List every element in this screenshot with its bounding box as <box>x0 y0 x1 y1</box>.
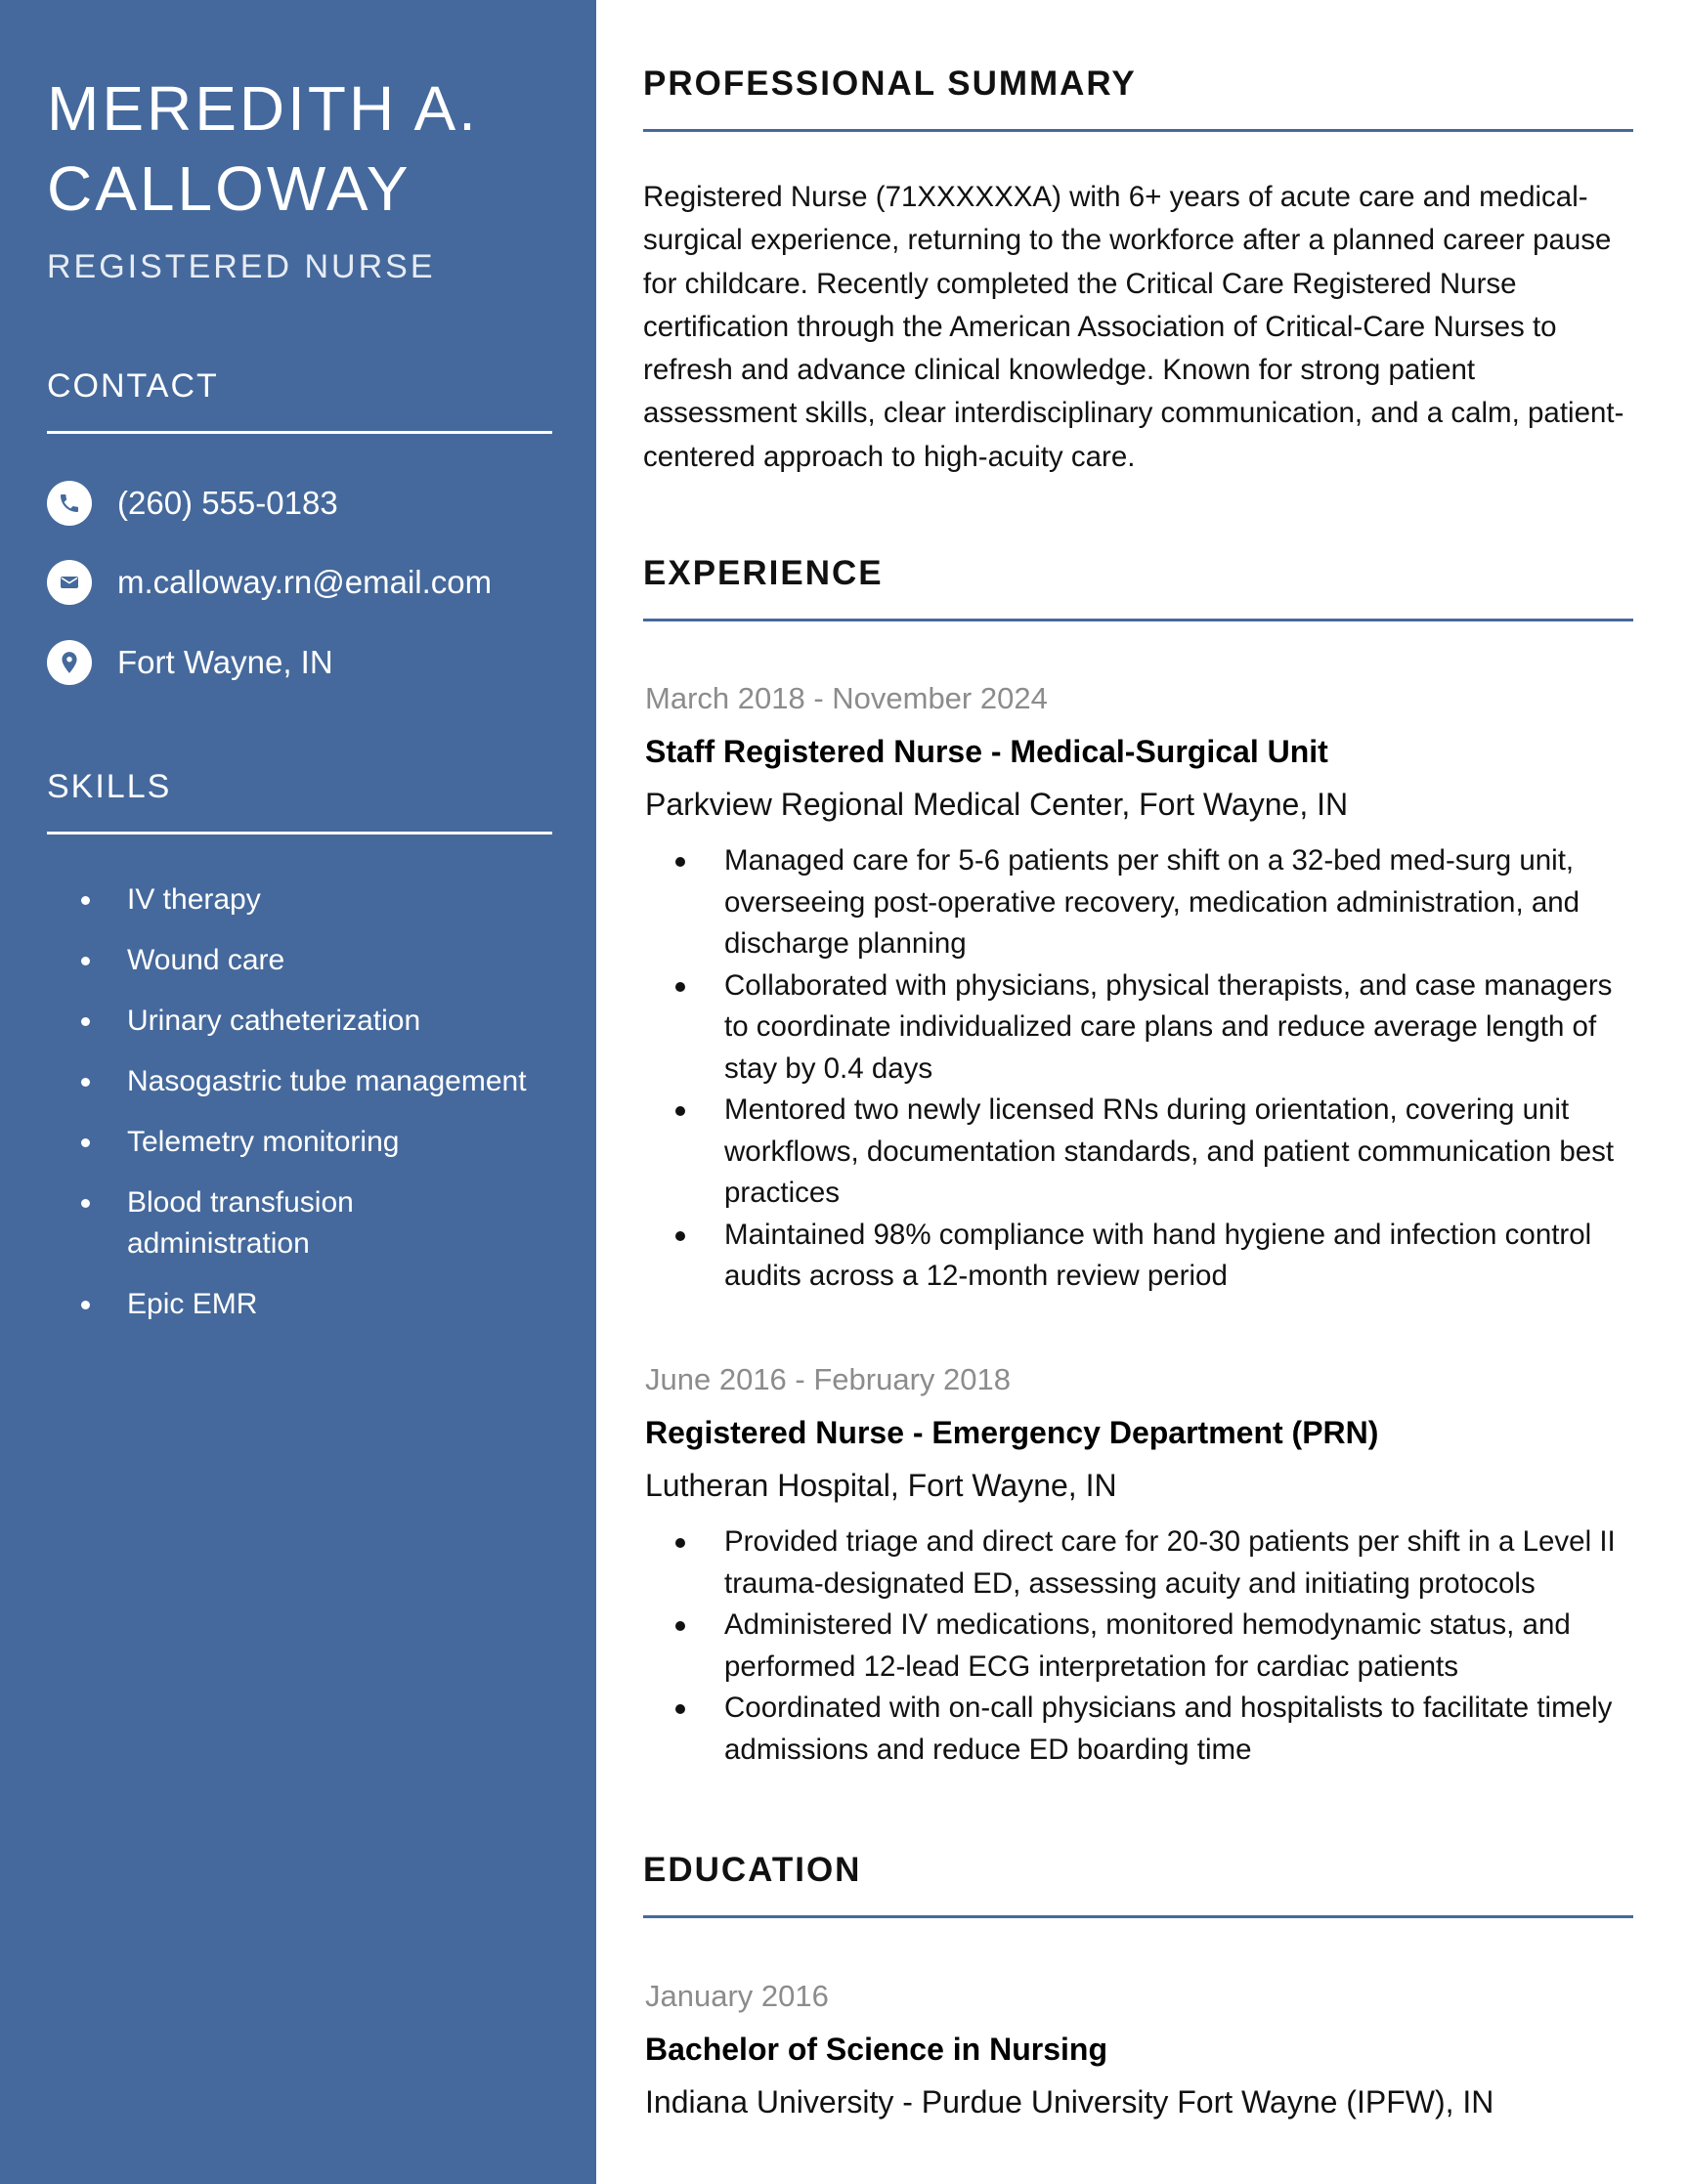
contact-location <box>47 640 333 685</box>
experience-heading: EXPERIENCE <box>643 554 884 592</box>
contact-phone <box>47 481 338 526</box>
skill-item: Epic EMR <box>47 1284 555 1325</box>
job-organization: Lutheran Hospital, Fort Wayne, IN <box>645 1468 1117 1503</box>
job-bullet: Collaborated with physicians, physical therapists, and case managers to coordinate individualized care plans and reduce average length of stay by 0.4 days <box>645 965 1633 1091</box>
skills-list <box>47 879 555 1345</box>
job-bullet: Managed care for 5-6 patients per shift on a 32-bed med-surg unit, overseeing post-operative recovery, medication administration, and discharge planning <box>645 840 1633 965</box>
summary-text: Registered Nurse (71XXXXXXA) with 6+ years of acute care and medical-surgical experience, returning to the workforce after a planned career pause for childcare. Recently completed the Critical Care Registered Nurse certification through the American Association of Critical-Care Nurses to refresh and advance clinical knowledge. Known for strong patient assessment skills, clear interdisciplinary communication, and a calm, patient-centered approach to high-acuity care. <box>643 181 1624 473</box>
job-dates: June 2016 - February 2018 <box>645 1362 1011 1396</box>
job-entry <box>645 672 1633 1298</box>
job-entry <box>645 1353 1633 1771</box>
job-bullet: Provided triage and direct care for 20-30 patients per shift in a Level II trauma-designated ED, assessing acuity and initiating protocols <box>645 1521 1633 1605</box>
job-bullets <box>645 1521 1633 1771</box>
contact-divider <box>47 431 552 434</box>
job-title: Registered Nurse - Emergency Department (PRN) <box>645 1415 1379 1450</box>
skills-divider <box>47 832 552 835</box>
education-date: January 2016 <box>645 1979 829 2013</box>
education-entry <box>645 1970 1633 2128</box>
phone-text: (260) 555-0183 <box>117 485 338 521</box>
skill-item: Blood transfusion administration <box>47 1182 399 1264</box>
skill-item: Urinary catheterization <box>47 1001 555 1042</box>
job-bullet: Maintained 98% compliance with hand hygiene and infection control audits across a 12-month review period <box>645 1215 1633 1298</box>
location-text: Fort Wayne, IN <box>117 644 333 680</box>
skill-item: Wound care <box>47 940 555 981</box>
email-text: m.calloway.rn@email.com <box>117 564 493 600</box>
job-dates: March 2018 - November 2024 <box>645 681 1048 715</box>
education-school: Indiana University - Purdue University Fort Wayne (IPFW), IN <box>645 2084 1494 2120</box>
education-heading: EDUCATION <box>643 1851 862 1889</box>
job-bullet: Mentored two newly licensed RNs during orientation, covering unit workflows, documentation standards, and patient communication best practices <box>645 1090 1633 1215</box>
main-content <box>643 0 1633 2184</box>
candidate-role: REGISTERED NURSE <box>47 248 436 285</box>
location-pin-icon <box>47 640 92 685</box>
contact-email <box>47 560 492 605</box>
phone-icon <box>47 481 92 526</box>
skill-item: Telemetry monitoring <box>47 1122 555 1163</box>
job-bullets <box>645 840 1633 1298</box>
education-degree: Bachelor of Science in Nursing <box>645 2032 1107 2067</box>
candidate-name: MEREDITH A. CALLOWAY <box>47 73 479 224</box>
education-divider <box>643 1915 1633 1918</box>
skills-heading: SKILLS <box>47 768 172 805</box>
contact-heading: CONTACT <box>47 367 219 405</box>
summary-heading: PROFESSIONAL SUMMARY <box>643 64 1137 103</box>
sidebar <box>0 0 596 2184</box>
skill-item: IV therapy <box>47 879 555 921</box>
summary-divider <box>643 129 1633 132</box>
email-icon <box>47 560 92 605</box>
job-bullet: Coordinated with on-call physicians and hospitalists to facilitate timely admissions and reduce ED boarding time <box>645 1688 1633 1771</box>
experience-divider <box>643 619 1633 621</box>
skill-item: Nasogastric tube management <box>47 1061 555 1102</box>
job-title: Staff Registered Nurse - Medical-Surgical Unit <box>645 734 1328 769</box>
job-organization: Parkview Regional Medical Center, Fort Wayne, IN <box>645 787 1349 822</box>
job-bullet: Administered IV medications, monitored hemodynamic status, and performed 12-lead ECG interpretation for cardiac patients <box>645 1605 1633 1688</box>
